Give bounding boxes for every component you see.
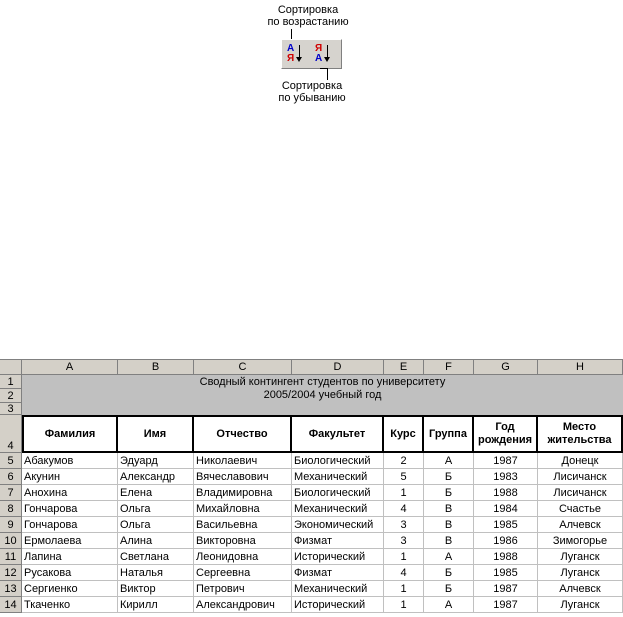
table-cell[interactable]: 4 (384, 565, 424, 581)
table-cell[interactable]: 1988 (474, 549, 538, 565)
callout-desc-leader-h (320, 68, 328, 69)
table-cell[interactable]: 1986 (474, 533, 538, 549)
table-cell[interactable]: Акунин (22, 469, 118, 485)
callout-desc-line1: Сортировка (281, 80, 343, 92)
table-cell[interactable]: Лисичанск (538, 485, 623, 501)
table-cell[interactable]: Б (424, 581, 474, 597)
column-title-cell[interactable]: Группа (424, 415, 474, 453)
table-cell[interactable]: Александр (118, 469, 194, 485)
table-cell[interactable]: Донецк (538, 453, 623, 469)
table-cell[interactable]: Вячеславович (194, 469, 292, 485)
sort-desc-top-letter: Я (315, 43, 323, 54)
table-cell[interactable]: 1985 (474, 517, 538, 533)
table-cell[interactable]: Наталья (118, 565, 194, 581)
table-cell[interactable]: 3 (384, 517, 424, 533)
table-cell[interactable]: Физмат (292, 533, 384, 549)
table-cell[interactable]: Гончарова (22, 517, 118, 533)
table-cell[interactable]: В (424, 501, 474, 517)
callout-asc-line2: по возрастанию (267, 16, 349, 28)
sheet-subtitle[interactable]: 2005/2004 учебный год (263, 389, 382, 401)
row-header[interactable]: 5 (0, 453, 22, 469)
table-cell[interactable]: 1987 (474, 581, 538, 597)
table-cell[interactable]: Механический (292, 581, 384, 597)
table-cell[interactable]: 1987 (474, 597, 538, 613)
row-header[interactable]: 1 (0, 375, 22, 389)
column-header-d[interactable]: D (292, 360, 384, 375)
column-title-cell[interactable]: Фамилия (22, 415, 118, 453)
table-cell[interactable]: Экономический (292, 517, 384, 533)
table-cell[interactable]: Михайловна (194, 501, 292, 517)
table-cell[interactable]: Ольга (118, 501, 194, 517)
table-cell[interactable]: Виктор (118, 581, 194, 597)
table-cell[interactable]: А (424, 453, 474, 469)
column-title-cell[interactable]: Имя (118, 415, 194, 453)
sort-ascending-callout (258, 4, 358, 28)
table-cell[interactable]: 1983 (474, 469, 538, 485)
table-cell[interactable]: Гончарова (22, 501, 118, 517)
table-cell[interactable]: Николаевич (194, 453, 292, 469)
table-cell[interactable]: Биологический (292, 453, 384, 469)
table-cell[interactable]: Ермолаева (22, 533, 118, 549)
table-cell[interactable]: 2 (384, 453, 424, 469)
column-header-h[interactable]: H (538, 360, 623, 375)
table-cell[interactable]: Елена (118, 485, 194, 501)
table-cell[interactable]: Сергиенко (22, 581, 118, 597)
table-cell[interactable]: Счастье (538, 501, 623, 517)
table-cell[interactable]: А (424, 549, 474, 565)
column-header-c[interactable]: C (194, 360, 292, 375)
table-cell[interactable]: В (424, 533, 474, 549)
table-cell[interactable]: Лисичанск (538, 469, 623, 485)
table-cell[interactable]: Б (424, 565, 474, 581)
table-cell[interactable]: 5 (384, 469, 424, 485)
table-cell[interactable]: Механический (292, 501, 384, 517)
sheet-title[interactable]: Сводный контингент студентов по университету (199, 376, 446, 388)
table-cell[interactable]: 1988 (474, 485, 538, 501)
table-cell[interactable]: Эдуард (118, 453, 194, 469)
table-cell[interactable]: 4 (384, 501, 424, 517)
table-cell[interactable]: Луганск (538, 565, 623, 581)
column-header-g[interactable]: G (474, 360, 538, 375)
table-cell[interactable]: Зимогорье (538, 533, 623, 549)
callout-desc-leader (327, 68, 328, 80)
table-cell[interactable]: 1984 (474, 501, 538, 517)
sort-desc-bottom-letter: А (315, 53, 323, 64)
row-header[interactable]: 6 (0, 469, 22, 485)
table-cell[interactable]: Луганск (538, 549, 623, 565)
column-header-e[interactable]: E (384, 360, 424, 375)
column-title-cell[interactable]: Курс (384, 415, 424, 453)
table-cell[interactable]: Русакова (22, 565, 118, 581)
table-cell[interactable]: Кирилл (118, 597, 194, 613)
row-header[interactable]: 10 (0, 533, 22, 549)
table-cell[interactable]: Анохина (22, 485, 118, 501)
table-cell[interactable]: Луганск (538, 597, 623, 613)
table-cell[interactable]: Сергеевна (194, 565, 292, 581)
table-cell[interactable]: 1987 (474, 453, 538, 469)
table-cell[interactable]: Ткаченко (22, 597, 118, 613)
table-cell[interactable]: 1 (384, 549, 424, 565)
column-title-cell[interactable]: Место жительства (538, 415, 623, 453)
sort-down-arrow-icon (327, 45, 328, 59)
table-cell[interactable]: Александрович (194, 597, 292, 613)
table-cell[interactable]: Светлана (118, 549, 194, 565)
row-header[interactable]: 8 (0, 501, 22, 517)
table-cell[interactable]: 3 (384, 533, 424, 549)
row-header[interactable]: 9 (0, 517, 22, 533)
row-header[interactable]: 3 (0, 403, 22, 415)
row-header[interactable]: 4 (0, 415, 22, 453)
row-header[interactable]: 12 (0, 565, 22, 581)
row-header[interactable]: 2 (0, 389, 22, 403)
row-header[interactable]: 13 (0, 581, 22, 597)
table-cell[interactable]: Б (424, 469, 474, 485)
sort-down-arrow-icon (299, 45, 300, 59)
table-cell[interactable]: 1 (384, 581, 424, 597)
column-title-cell[interactable]: Отчество (194, 415, 292, 453)
table-cell[interactable]: Физмат (292, 565, 384, 581)
row-header[interactable]: 14 (0, 597, 22, 613)
table-cell[interactable]: В (424, 517, 474, 533)
sort-ascending-button[interactable] (285, 43, 309, 65)
table-cell[interactable]: Алчевск (538, 517, 623, 533)
table-cell[interactable]: Васильевна (194, 517, 292, 533)
callout-asc-line1: Сортировка (277, 4, 339, 16)
sort-descending-callout (262, 80, 362, 104)
sort-toolbar (281, 39, 342, 69)
table-cell[interactable]: Исторический (292, 597, 384, 613)
table-cell[interactable]: А (424, 597, 474, 613)
table-cell[interactable]: Петрович (194, 581, 292, 597)
table-cell[interactable]: Ольга (118, 517, 194, 533)
row-header[interactable]: 7 (0, 485, 22, 501)
spreadsheet (0, 359, 623, 617)
column-header-f[interactable]: F (424, 360, 474, 375)
table-cell[interactable]: Викторовна (194, 533, 292, 549)
table-cell[interactable]: Леонидовна (194, 549, 292, 565)
table-cell[interactable]: Алина (118, 533, 194, 549)
column-header-a[interactable]: A (22, 360, 118, 375)
column-title-cell[interactable]: Факультет (292, 415, 384, 453)
column-header-b[interactable]: B (118, 360, 194, 375)
table-cell[interactable]: Биологический (292, 485, 384, 501)
table-cell[interactable]: Механический (292, 469, 384, 485)
table-cell[interactable]: 1985 (474, 565, 538, 581)
sort-descending-button[interactable] (313, 43, 337, 65)
table-cell[interactable]: 1 (384, 597, 424, 613)
callout-desc-line2: по убыванию (278, 92, 346, 104)
table-cell[interactable]: Исторический (292, 549, 384, 565)
table-cell[interactable]: Алчевск (538, 581, 623, 597)
select-all-corner[interactable] (0, 360, 22, 375)
row-header[interactable]: 11 (0, 549, 22, 565)
table-cell[interactable]: Б (424, 485, 474, 501)
column-title-cell[interactable]: Год рождения (474, 415, 538, 453)
table-cell[interactable]: Абакумов (22, 453, 118, 469)
sort-asc-top-letter: А (287, 43, 295, 54)
sort-asc-bottom-letter: Я (287, 53, 295, 64)
table-cell[interactable]: Лапина (22, 549, 118, 565)
table-cell[interactable]: Владимировна (194, 485, 292, 501)
table-cell[interactable]: 1 (384, 485, 424, 501)
sheet-title-block (22, 375, 623, 415)
